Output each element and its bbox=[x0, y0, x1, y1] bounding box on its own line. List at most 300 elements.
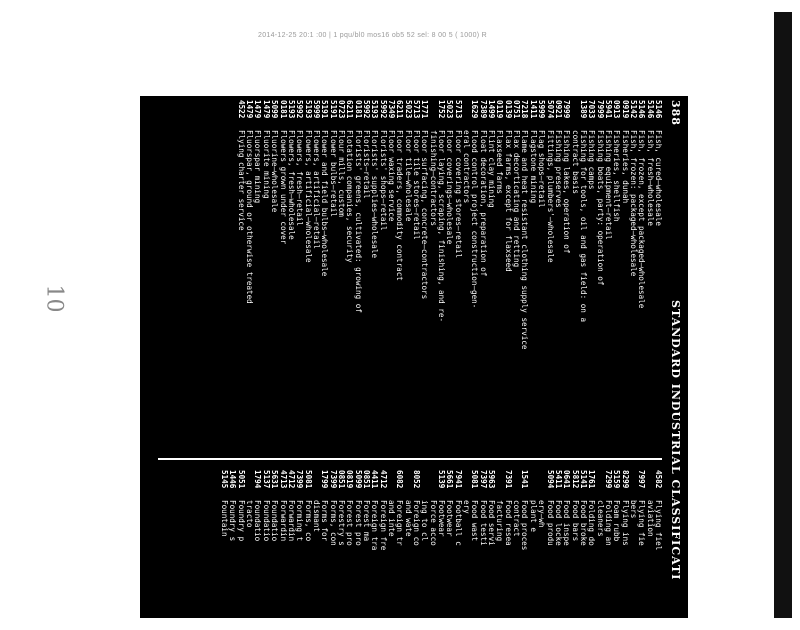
entry-row bbox=[236, 100, 244, 456]
industry-description: Floor tile stores—retail bbox=[412, 130, 422, 240]
entry-row bbox=[278, 100, 286, 456]
entry-row bbox=[562, 470, 570, 630]
entry-row bbox=[287, 100, 295, 456]
industry-description: aviation bbox=[645, 500, 655, 537]
sic-code: 7397 bbox=[478, 470, 488, 489]
entry-row bbox=[595, 470, 603, 630]
entry-row bbox=[570, 100, 578, 456]
entry-row bbox=[579, 100, 587, 456]
sic-code bbox=[312, 470, 320, 500]
industry-description: contract basis bbox=[570, 130, 580, 195]
sic-code: 5099 bbox=[270, 100, 280, 119]
industry-description: Floor traders, commodity contract bbox=[395, 130, 405, 281]
sic-code: 7997 bbox=[637, 470, 647, 489]
industry-description: Florists' supplies—wholesale bbox=[370, 130, 380, 259]
sic-code: 5142 bbox=[628, 100, 638, 119]
entry-row bbox=[520, 470, 528, 630]
sic-code: 5081 bbox=[303, 470, 313, 489]
entry-row bbox=[270, 470, 278, 630]
sic-code: 0819 bbox=[345, 470, 355, 489]
entry-row bbox=[328, 100, 336, 456]
sic-code bbox=[420, 470, 428, 500]
entry-row bbox=[629, 100, 637, 456]
industry-description: Food locke bbox=[553, 500, 563, 546]
industry-description: Fluorspar, ground or otherwise treated bbox=[245, 130, 255, 304]
industry-description: Flying fiel bbox=[654, 500, 663, 551]
industry-description: Float decoration, preparation of bbox=[478, 130, 488, 277]
sic-code: 4582 bbox=[654, 470, 663, 489]
sic-code: 7218 bbox=[520, 100, 530, 119]
sic-code: 0751 bbox=[512, 100, 522, 119]
entry-row bbox=[295, 470, 303, 630]
sic-code: 1479 bbox=[261, 100, 271, 119]
industry-description: Flotation companies, security bbox=[345, 130, 355, 263]
sic-code: 5094 bbox=[545, 470, 555, 489]
page-number: 388 bbox=[669, 100, 682, 126]
industry-description: Flying ins bbox=[620, 500, 630, 546]
industry-description: Fluorite mining bbox=[261, 130, 271, 199]
entry-row bbox=[428, 100, 436, 456]
industry-description: Food testi bbox=[478, 500, 488, 546]
sic-code: 7033 bbox=[587, 100, 597, 119]
industry-description: Floor waxing service bbox=[387, 130, 396, 222]
entry-row bbox=[370, 100, 378, 456]
industry-description: Foreign tra bbox=[370, 500, 380, 551]
industry-description: Flax farms, except for flaxseed bbox=[503, 130, 513, 272]
industry-description: Flowers, fresh—retail bbox=[295, 130, 305, 227]
entry-row bbox=[437, 100, 445, 456]
entry-row bbox=[370, 470, 378, 630]
industry-description: Floor laying, scraping, finishing, and re- bbox=[437, 130, 447, 323]
entry-row bbox=[470, 100, 478, 456]
entry-row bbox=[604, 100, 612, 456]
entry-row bbox=[462, 470, 470, 630]
industry-description: Flying fie bbox=[637, 500, 647, 546]
page-header bbox=[666, 100, 682, 614]
sic-code: 5141 bbox=[578, 470, 588, 489]
sic-code: 5812 bbox=[570, 470, 580, 489]
industry-description: Fountain bbox=[220, 500, 230, 537]
sic-code bbox=[462, 470, 470, 500]
entry-row bbox=[362, 100, 370, 456]
left-column bbox=[236, 100, 662, 456]
industry-description: Flour mills, custom bbox=[336, 130, 346, 217]
sic-code: 8052 bbox=[412, 470, 422, 489]
entry-row bbox=[579, 470, 587, 630]
entry-row bbox=[437, 470, 445, 630]
industry-description: Forestry s bbox=[336, 500, 346, 546]
sic-code: 6082 bbox=[395, 470, 405, 489]
sic-code: 4411 bbox=[370, 470, 380, 489]
entry-row bbox=[245, 100, 253, 456]
sic-code: 1761 bbox=[587, 470, 597, 489]
industry-description: Forming t bbox=[295, 500, 305, 542]
industry-description: Flood control project construction—gen- bbox=[470, 130, 480, 309]
entry-row bbox=[554, 100, 562, 456]
industry-description: Fishing for tools, oil and gas field: on a bbox=[578, 130, 588, 323]
entry-row bbox=[462, 100, 470, 456]
entry-row bbox=[312, 100, 320, 456]
industry-description: Food inspe bbox=[562, 500, 572, 546]
entry-row bbox=[654, 100, 662, 456]
industry-description: ing to cl bbox=[420, 500, 430, 542]
industry-description: Food resea bbox=[503, 500, 513, 546]
entry-row bbox=[478, 100, 486, 456]
sic-code: 1794 bbox=[253, 470, 263, 489]
column-divider bbox=[158, 458, 662, 460]
entry-row bbox=[228, 470, 236, 630]
entry-row bbox=[387, 470, 395, 630]
entry-row bbox=[503, 100, 511, 456]
industry-description: Florists' greens, cultivated: growing of bbox=[353, 130, 363, 313]
industry-description: Footwear bbox=[437, 500, 447, 537]
entry-row bbox=[303, 470, 311, 630]
sic-code: 0723 bbox=[336, 100, 346, 119]
sic-code: 5146 bbox=[645, 100, 655, 119]
sic-code bbox=[537, 470, 545, 500]
entry-row bbox=[445, 100, 453, 456]
sic-code bbox=[428, 470, 436, 500]
sic-code: 5193 bbox=[370, 100, 380, 119]
industry-description: Flax decorticating and retting bbox=[512, 130, 522, 268]
sic-code: 4713 bbox=[278, 470, 288, 489]
industry-description: Foundatio bbox=[253, 500, 263, 542]
sic-code: 4522 bbox=[236, 100, 246, 119]
sic-code bbox=[512, 470, 520, 500]
industry-description: Flower bulbs—retail bbox=[328, 130, 338, 217]
sic-code: 0851 bbox=[361, 470, 371, 489]
industry-description: Food bars bbox=[570, 500, 580, 542]
industry-description: Fittings, plumbers'—wholesale bbox=[545, 130, 555, 263]
entry-row bbox=[554, 470, 562, 630]
entry-row bbox=[570, 470, 578, 630]
entry-row bbox=[512, 470, 520, 630]
industry-description: Flagstone mining bbox=[528, 130, 538, 204]
sic-code bbox=[245, 470, 253, 500]
sic-code: 7399 bbox=[328, 470, 338, 489]
entry-row bbox=[487, 100, 495, 456]
entry-row bbox=[337, 470, 345, 630]
entry-row bbox=[220, 470, 228, 630]
sic-code: 7999 bbox=[595, 100, 605, 119]
entry-row bbox=[620, 100, 628, 456]
sic-code: 1446 bbox=[228, 470, 238, 489]
sic-code: 0641 bbox=[562, 470, 572, 489]
industry-description: Floor coverings—wholesale bbox=[445, 130, 455, 245]
sic-code: 1629 bbox=[470, 100, 480, 119]
industry-description: Foreign tr bbox=[395, 500, 405, 546]
entry-row bbox=[495, 100, 503, 456]
entry-row bbox=[654, 470, 662, 630]
sic-code: 1799 bbox=[320, 470, 330, 489]
industry-description: Force acco bbox=[428, 500, 438, 546]
entry-row bbox=[412, 100, 420, 456]
industry-description: finishing—contractors bbox=[428, 130, 438, 227]
entry-row bbox=[345, 470, 353, 630]
entry-row bbox=[236, 470, 244, 630]
sic-code: 5713 bbox=[412, 100, 422, 119]
sic-code: 5193 bbox=[303, 100, 313, 119]
entry-row bbox=[312, 470, 320, 630]
entry-row bbox=[353, 100, 361, 456]
industry-description: Floor tile—wholesale bbox=[403, 130, 413, 222]
sic-code: 0181 bbox=[353, 100, 363, 119]
industry-description: Food broke bbox=[578, 500, 588, 546]
industry-description: Floor covering stores—retail bbox=[453, 130, 463, 259]
entry-row bbox=[487, 470, 495, 630]
entry-row bbox=[453, 470, 461, 630]
industry-description: ery bbox=[462, 500, 472, 514]
industry-description: Foreign co bbox=[412, 500, 422, 546]
entry-row bbox=[420, 470, 428, 630]
entry-row bbox=[278, 470, 286, 630]
sic-code bbox=[595, 470, 603, 500]
entry-row bbox=[495, 470, 503, 630]
entry-row bbox=[478, 470, 486, 630]
scanner-edge-bar bbox=[774, 12, 792, 618]
sic-code bbox=[462, 100, 470, 130]
entry-row bbox=[595, 100, 603, 456]
entry-row bbox=[604, 470, 612, 630]
industry-description: Fisheries, dunah bbox=[620, 130, 630, 204]
entry-row bbox=[262, 470, 270, 630]
entry-row bbox=[612, 100, 620, 456]
entry-row bbox=[378, 470, 386, 630]
sic-code bbox=[428, 100, 436, 130]
sic-code: 7389 bbox=[478, 100, 488, 119]
sic-code bbox=[529, 470, 537, 500]
industry-description: Fishing lakes, operation of bbox=[562, 130, 572, 254]
industry-description: Flame and heat resistant clothing supply service bbox=[520, 130, 530, 350]
entry-row bbox=[545, 100, 553, 456]
entry-row bbox=[470, 470, 478, 630]
sic-code: 1479 bbox=[245, 100, 255, 119]
sic-code: 5193 bbox=[286, 100, 296, 119]
entry-row bbox=[445, 470, 453, 630]
industry-description: Fish, frozen, except packaged—wholesale bbox=[637, 130, 647, 309]
sic-code: 0181 bbox=[278, 100, 288, 119]
industry-description: bers bbox=[628, 500, 638, 519]
entry-row bbox=[587, 100, 595, 456]
industry-description: cleaners bbox=[595, 500, 605, 537]
sic-code bbox=[645, 470, 653, 500]
industry-description: Folding do bbox=[587, 500, 597, 546]
side-page-number: 10 bbox=[41, 284, 67, 313]
industry-description: Fishing boats, party: operation of bbox=[595, 130, 605, 286]
entry-row bbox=[295, 100, 303, 456]
entry-row bbox=[520, 100, 528, 456]
entry-row bbox=[320, 100, 328, 456]
sic-code: 1411 bbox=[528, 100, 538, 119]
industry-description: Foundry p bbox=[236, 500, 246, 542]
sic-code: 6211 bbox=[395, 100, 405, 119]
entry-row bbox=[529, 100, 537, 456]
entry-row bbox=[420, 100, 428, 456]
industry-description: Floor surfacing, concrete—contractors bbox=[420, 130, 430, 300]
sic-code: 1752 bbox=[437, 100, 447, 119]
industry-description: Foreign fre bbox=[378, 500, 388, 551]
industry-description: Flaxseed farms bbox=[495, 130, 505, 195]
sic-code: 0919 bbox=[620, 100, 630, 119]
industry-description: plant e bbox=[528, 500, 538, 533]
industry-description: Forest ma bbox=[361, 500, 371, 542]
entry-row bbox=[303, 100, 311, 456]
entry-row bbox=[537, 470, 545, 630]
sic-code: 7999 bbox=[562, 100, 572, 119]
industry-description: ery—wh bbox=[537, 500, 547, 528]
sic-code: 5411 bbox=[553, 470, 563, 489]
entry-row bbox=[253, 100, 261, 456]
sic-code: 1389 bbox=[578, 100, 588, 119]
sic-code bbox=[403, 470, 411, 500]
industry-description: Flowers, artificial—wholesale bbox=[303, 130, 313, 263]
sic-code: 6211 bbox=[345, 100, 355, 119]
sic-code: 5999 bbox=[311, 100, 321, 119]
entry-row bbox=[345, 100, 353, 456]
industry-description: dismant bbox=[311, 500, 321, 533]
entry-row bbox=[403, 100, 411, 456]
industry-description: Flying charter service bbox=[236, 130, 246, 231]
industry-description: Flowers, artificial—retail bbox=[311, 130, 321, 249]
document-page bbox=[140, 96, 688, 618]
entry-row bbox=[270, 100, 278, 456]
sic-code: 7349 bbox=[387, 100, 396, 119]
sic-code: 7299 bbox=[603, 470, 613, 489]
entry-row bbox=[645, 100, 653, 456]
entry-row bbox=[512, 100, 520, 456]
entry-row bbox=[353, 470, 361, 630]
rotated-page-content bbox=[140, 96, 688, 618]
industry-description: Fisheries, shellfish bbox=[612, 130, 622, 222]
entry-row bbox=[503, 470, 511, 630]
sic-code: 7399 bbox=[295, 470, 305, 489]
sic-code bbox=[570, 100, 578, 130]
industry-description: Flint clay mining bbox=[487, 130, 497, 208]
sic-code: 0921 bbox=[553, 100, 563, 119]
industry-description: eral contractors bbox=[462, 130, 472, 204]
industry-description: Footwear bbox=[445, 500, 455, 537]
sic-code: 4712 bbox=[286, 470, 296, 489]
entry-row bbox=[620, 470, 628, 630]
entry-row bbox=[637, 100, 645, 456]
entry-row bbox=[403, 470, 411, 630]
entry-row bbox=[428, 470, 436, 630]
sic-code: 1541 bbox=[520, 470, 530, 489]
sic-code: 5992 bbox=[361, 100, 371, 119]
industry-description: Food proces bbox=[520, 500, 530, 551]
sic-code: 8299 bbox=[620, 470, 630, 489]
entry-row bbox=[287, 470, 295, 630]
industry-description: Forms, co bbox=[303, 500, 313, 542]
industry-description: Foundry s bbox=[228, 500, 238, 542]
sic-code bbox=[387, 470, 395, 500]
sic-code: 7941 bbox=[453, 470, 463, 489]
industry-description: Folding an bbox=[603, 500, 613, 546]
entry-row bbox=[529, 470, 537, 630]
sic-code: 5992 bbox=[295, 100, 305, 119]
industry-description: Florists' shops—retail bbox=[378, 130, 388, 231]
entry-row bbox=[253, 470, 261, 630]
entry-row bbox=[245, 470, 253, 630]
sic-code: 5146 bbox=[637, 100, 647, 119]
entry-row bbox=[645, 470, 653, 630]
industry-description: Forwardin bbox=[286, 500, 296, 542]
industry-description: Fishing preserves bbox=[553, 130, 563, 208]
sic-code: 5992 bbox=[378, 100, 388, 119]
entry-row bbox=[362, 470, 370, 630]
entry-row bbox=[562, 100, 570, 456]
entry-row bbox=[395, 470, 403, 630]
sic-code: 5051 bbox=[236, 470, 246, 489]
entry-row bbox=[395, 100, 403, 456]
industry-description: Foundatio bbox=[270, 500, 280, 542]
entry-row bbox=[629, 470, 637, 630]
entry-row bbox=[537, 100, 545, 456]
sic-code: 5191 bbox=[320, 100, 330, 119]
industry-description: Foam rubb bbox=[612, 500, 622, 542]
sic-code: 0851 bbox=[336, 470, 346, 489]
industry-description: Forest pro bbox=[345, 500, 355, 546]
industry-description: Flowers grown under cover bbox=[278, 130, 288, 245]
entry-row bbox=[337, 100, 345, 456]
entry-row bbox=[612, 470, 620, 630]
sic-code: 5081 bbox=[470, 470, 480, 489]
sic-code: 4712 bbox=[378, 470, 388, 489]
sic-code: 5963 bbox=[487, 470, 497, 489]
entry-row bbox=[262, 100, 270, 456]
entry-row bbox=[378, 100, 386, 456]
industry-description: tracto bbox=[245, 500, 255, 528]
sic-code: 5941 bbox=[603, 100, 613, 119]
industry-description: Football c bbox=[453, 500, 463, 546]
sic-code bbox=[629, 470, 637, 500]
industry-description: Foundatio bbox=[261, 500, 271, 542]
sic-code: 1479 bbox=[253, 100, 263, 119]
sic-code: 7391 bbox=[503, 470, 513, 489]
industry-description: Fish, frozen: packaged—wholesale bbox=[628, 130, 638, 277]
sic-code: 5146 bbox=[654, 100, 663, 119]
entry-row bbox=[453, 100, 461, 456]
sic-code bbox=[495, 470, 503, 500]
industry-description: Food wast bbox=[470, 500, 480, 542]
scan-header-text: 2014-12-25 20:1 :00 | 1 pqu/bl0 mos16 ob5 52 sel: 8 00 5 ( 1000) R bbox=[258, 32, 488, 39]
industry-description: Forest pro bbox=[353, 500, 363, 546]
industry-description: Fish, cured—wholesale bbox=[654, 130, 663, 227]
sic-code: 5999 bbox=[537, 100, 547, 119]
sic-code: 5661 bbox=[445, 470, 455, 489]
industry-description: Fishing equipment—retail bbox=[603, 130, 613, 240]
entry-row bbox=[328, 470, 336, 630]
industry-description: Fishing camps bbox=[587, 130, 597, 190]
sic-code: 5139 bbox=[437, 470, 447, 489]
entry-row bbox=[637, 470, 645, 630]
sic-code: 5074 bbox=[545, 100, 555, 119]
sic-code: 5099 bbox=[353, 470, 363, 489]
industry-description: facturing bbox=[495, 500, 505, 542]
sic-code: 0139 bbox=[503, 100, 513, 119]
industry-description: Fish, fresh—wholesale bbox=[645, 130, 655, 227]
entry-row bbox=[412, 470, 420, 630]
industry-description: Flowers, fresh—wholesale bbox=[286, 130, 296, 240]
sic-code: 5631 bbox=[270, 470, 280, 489]
sic-code: 5023 bbox=[403, 100, 413, 119]
sic-code: 1499 bbox=[487, 100, 497, 119]
industry-description: Flower and field bulbs—wholesale bbox=[320, 130, 330, 277]
industry-description: and wate bbox=[403, 500, 413, 537]
entry-row bbox=[387, 100, 395, 456]
industry-description: Food produ bbox=[545, 500, 555, 546]
page-title: STANDARD INDUSTRIAL CLASSIFICATI bbox=[669, 300, 682, 581]
